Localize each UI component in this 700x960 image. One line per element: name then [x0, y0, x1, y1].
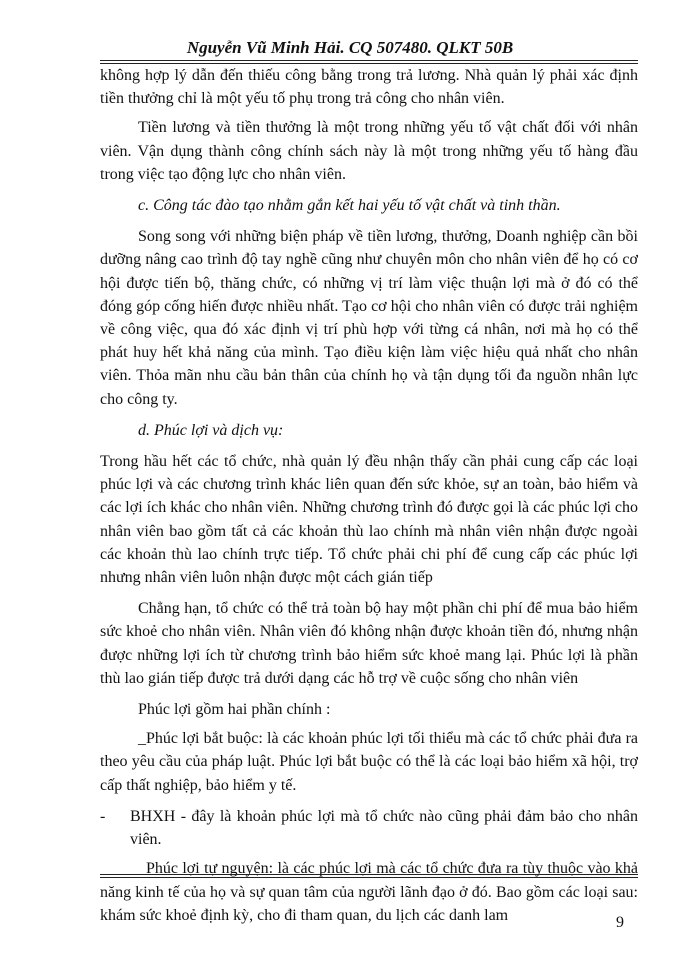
paragraph: _Phúc lợi tự nguyện: là các phúc lợi mà các tổ chức đưa ra tùy thuộc vào khả năng kinh tế của họ và sự quan tâm của người lãnh đạo ở đó. Bao gồm các loại sau: khám sức khoẻ định kỳ, cho đi tham quan, du lịch các danh lam [100, 860, 638, 924]
footer-rule-double [100, 877, 638, 878]
dash-bullet-icon: - [100, 807, 106, 825]
header-rule [100, 60, 638, 61]
footer-rule [100, 874, 638, 875]
list-item-text: BHXH - đây là khoản phúc lợi mà tổ chức nào cũng phải đảm bảo cho nhân viên. [130, 807, 638, 849]
section-heading: c. Công tác đào tạo nhằm gắn kết hai yếu tố vật chất và tinh thần. [138, 197, 561, 215]
paragraph: Song song với những biện pháp về tiền lương, thưởng, Doanh nghiệp cần bồi dưỡng nâng cao trình độ tay nghề cũng như chuyên môn cho nhân viên để họ có cơ hội được tiến bộ, thăng chức, có những vị trí làm việc thuận lợi mà ở đó có thể đóng góp cống hiến được nhiều nhất. Tạo cơ hội cho nhân viên có được trải nghiệm về công việc, qua đó xác định vị trí phù hợp với từng cá nhân, nơi mà họ có thể phát huy hết khả năng của mình. Tạo điều kiện làm việc hiệu quả nhất cho nhân viên. Thỏa mãn nhu cầu bản thân của chính họ và tận dụng tối đa nguồn nhân lực cho công ty. [100, 228, 638, 408]
paragraph: _Phúc lợi bắt buộc: là các khoản phúc lợi tối thiểu mà các tổ chức phải đưa ra theo yêu cầu của pháp luật. Phúc lợi bắt buộc có thể là các loại bảo hiểm xã hội, trợ cấp thất nghiệp, bảo hiểm y tế. [100, 730, 638, 794]
list-item [100, 805, 638, 851]
page-header: Nguyễn Vũ Minh Hải. CQ 507480. QLKT 50B [186, 38, 514, 57]
paragraph: Trong hầu hết các tổ chức, nhà quản lý đều nhận thấy cần phải cung cấp các loại phúc lợi và các chương trình khác liên quan đến sức khỏe, sự an toàn, bảo hiểm và các lợi ích khác cho nhân viên. Những chương trình đó được gọi là các phúc lợi cho nhân viên bao gồm tất cả các khoản thù lao chính mà nhân viên nhận được ngoài các khoản thù lao chính trực tiếp. Tổ chức phải chi phí để cung cấp các phúc lợi nhưng nhân viên luôn nhận được một cách gián tiếp [100, 453, 638, 587]
paragraph: Chẳng hạn, tổ chức có thể trả toàn bộ hay một phần chi phí để mua bảo hiểm sức khoẻ cho nhân viên. Nhân viên đó không nhận được khoản tiền đó, nhưng nhận được những lợi ích từ chương trình bảo hiểm sức khoẻ mang lại. Phúc lợi là phần thù lao gián tiếp được trả dưới dạng các hỗ trợ về cuộc sống cho nhân viên [100, 600, 638, 687]
page-body [100, 64, 638, 927]
paragraph: không hợp lý dẫn đến thiếu công bằng trong trả lương. Nhà quản lý phải xác định tiền thưởng chỉ là một yếu tố phụ trong trả công cho nhân viên. [100, 67, 638, 108]
paragraph: Phúc lợi gồm hai phần chính : [138, 701, 331, 719]
paragraph: Tiền lương và tiền thưởng là một trong những yếu tố vật chất đối với nhân viên. Vận dụng thành công chính sách này là một trong những yếu tố hàng đầu trong việc tạo động lực cho nhân viên. [100, 119, 638, 183]
section-heading: d. Phúc lợi và dịch vụ: [138, 421, 284, 439]
page-number: 9 [616, 914, 624, 931]
